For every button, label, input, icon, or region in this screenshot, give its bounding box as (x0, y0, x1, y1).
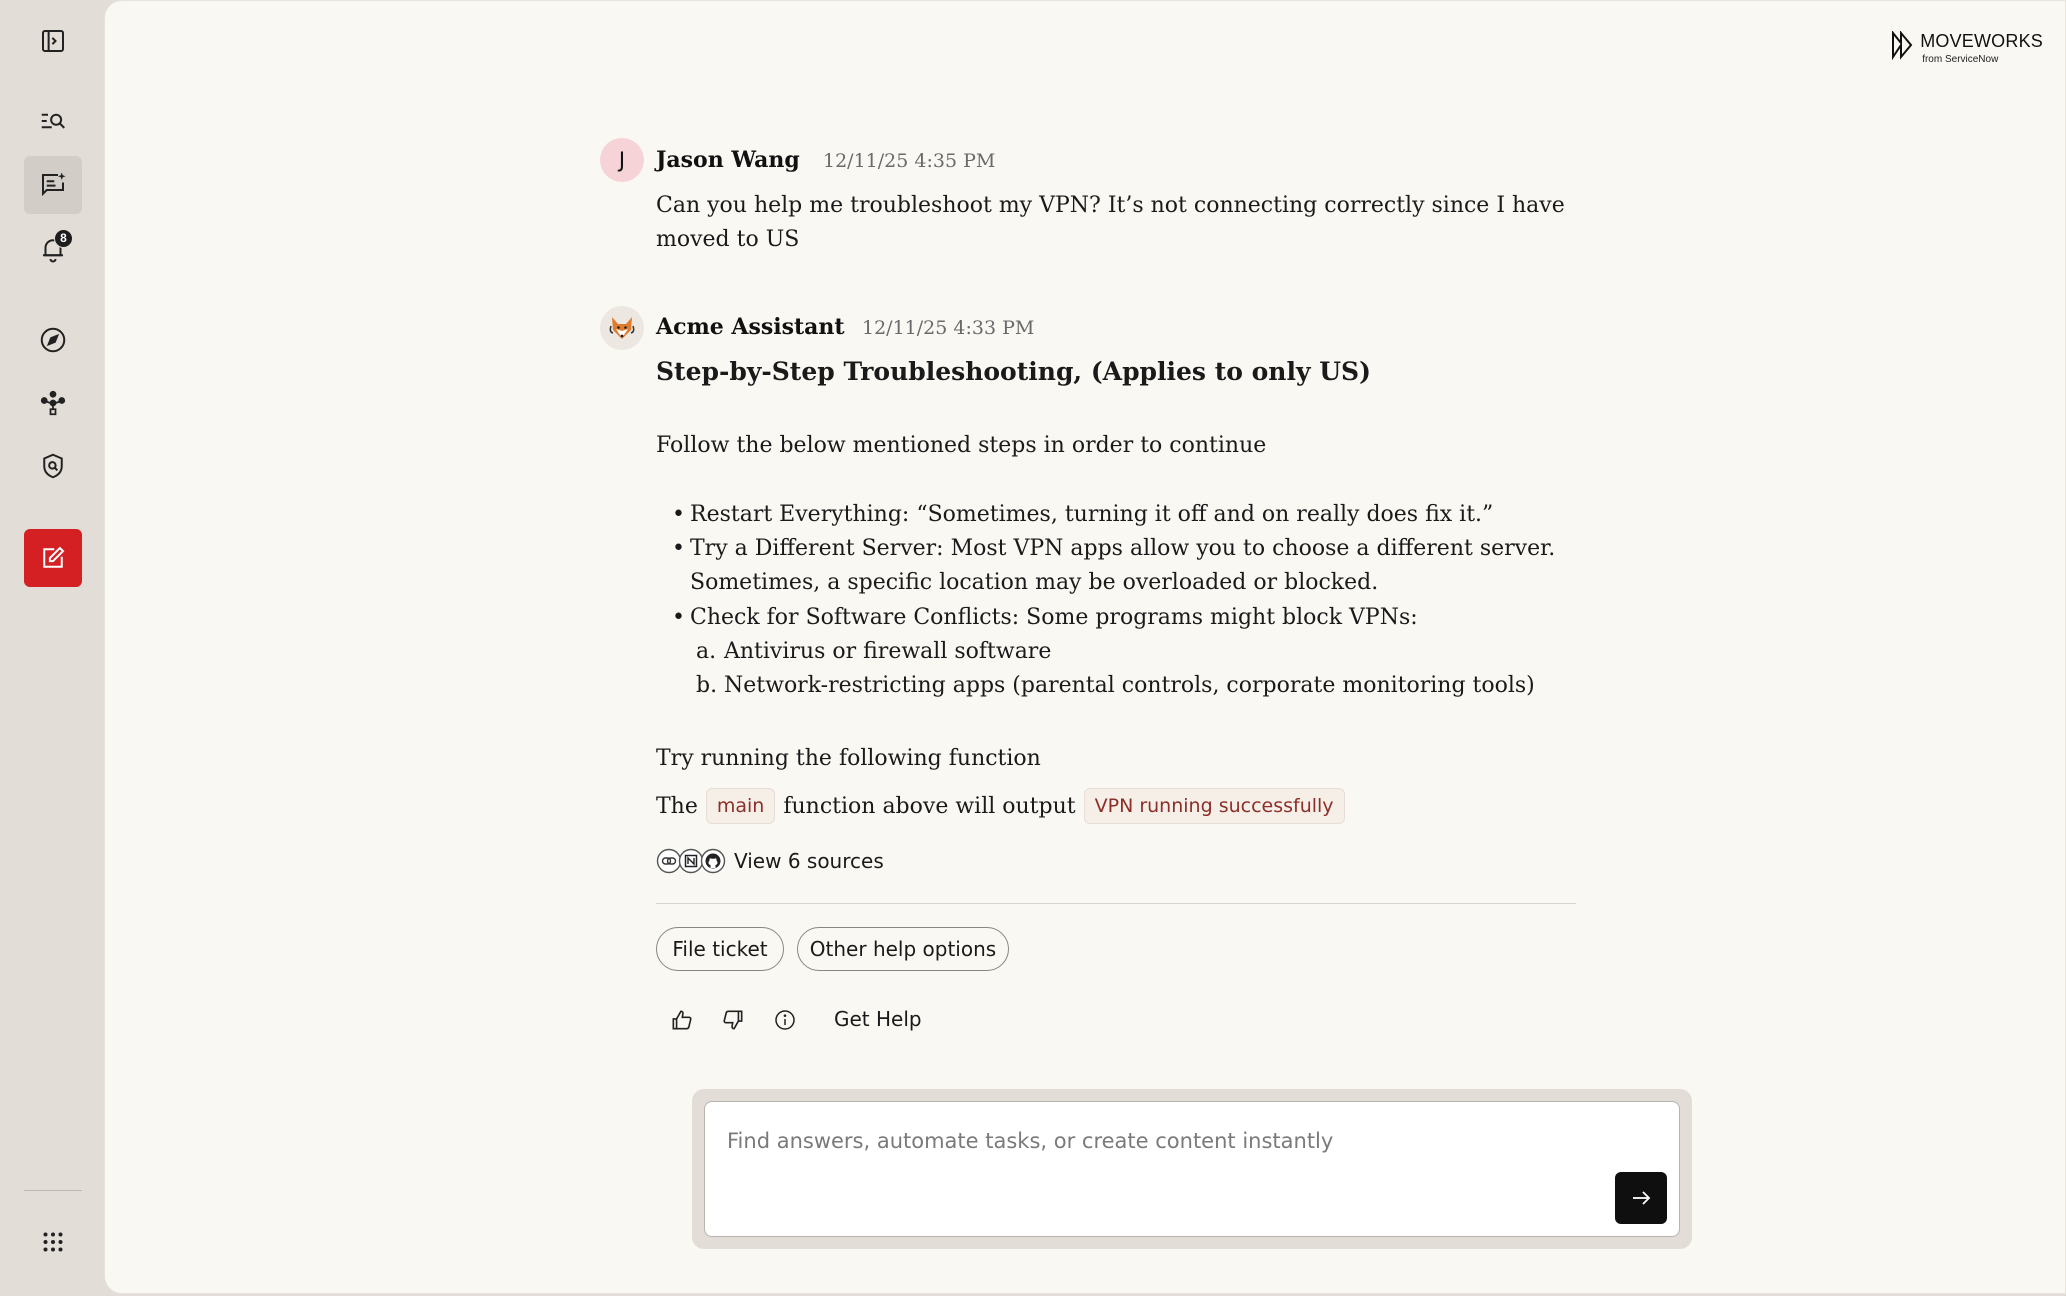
thumbs-down-icon (720, 1007, 746, 1033)
step-change-server-continued: Sometimes, a specific location may be overloaded or blocked. (690, 570, 1379, 595)
info-button[interactable] (770, 1005, 800, 1035)
composer-box (704, 1101, 1680, 1237)
composer-container (692, 1089, 1692, 1249)
inline-code-output: VPN running successfully (1084, 788, 1345, 824)
explore-button[interactable] (24, 311, 82, 369)
sidebar-divider (24, 1190, 82, 1191)
info-icon (773, 1008, 797, 1032)
arrow-right-icon (1629, 1186, 1653, 1210)
assistant-avatar (600, 306, 644, 350)
shield-search-icon (38, 451, 68, 481)
sub-item-network-apps: Network-restricting apps (parental controls, corporate monitoring tools) (724, 673, 1535, 698)
sidebar-toggle-button[interactable] (24, 12, 82, 70)
search-history-button[interactable] (24, 92, 82, 150)
brand-subtitle: from ServiceNow (1922, 54, 1999, 65)
moveworks-logo-icon (1890, 31, 1914, 61)
function-output-line (656, 788, 1345, 824)
output-middle: function above will output (783, 793, 1076, 819)
view-sources-label: View 6 sources (734, 849, 884, 873)
response-intro: Follow the below mentioned steps in order to continue (656, 433, 1267, 458)
view-sources-button[interactable] (656, 848, 884, 874)
thumbs-up-button[interactable] (667, 1005, 697, 1035)
sub-item-antivirus: Antivirus or firewall software (724, 639, 1052, 664)
org-chart-button[interactable] (24, 374, 82, 432)
assistant-message (600, 306, 1700, 886)
bullet-marker: • (672, 605, 685, 630)
user-message-line-2: moved to US (656, 227, 800, 252)
sub-item-marker: b. (696, 673, 718, 698)
ai-chat-button[interactable] (24, 156, 82, 214)
security-button[interactable] (24, 437, 82, 495)
get-help-link[interactable]: Get Help (834, 1007, 922, 1031)
search-list-icon (38, 106, 68, 136)
inline-code-main: main (706, 788, 775, 824)
source-icons (656, 848, 726, 874)
notifications-button[interactable] (24, 220, 82, 278)
thumbs-down-button[interactable] (718, 1005, 748, 1035)
response-heading: Step-by-Step Troubleshooting, (Applies to only US) (656, 357, 1371, 386)
file-ticket-button[interactable]: File ticket (656, 927, 784, 971)
ai-chat-icon (38, 170, 68, 200)
brand-name: MOVEWORKS (1920, 31, 2043, 51)
message-divider (656, 903, 1576, 904)
fox-avatar-icon (606, 312, 638, 344)
thumbs-up-icon (669, 1007, 695, 1033)
brand-logo (1890, 31, 2043, 65)
user-message (600, 138, 1700, 268)
assistant-name: Acme Assistant (656, 314, 845, 340)
assistant-timestamp: 12/11/25 4:33 PM (862, 317, 1035, 339)
compass-icon (38, 325, 68, 355)
user-avatar: J (600, 138, 644, 182)
github-source-icon (700, 848, 726, 874)
main-panel (104, 0, 2066, 1294)
apps-button[interactable] (24, 1213, 82, 1271)
function-intro: Try running the following function (656, 746, 1041, 771)
step-restart: Restart Everything: “Sometimes, turning it off and on really does fix it.” (690, 502, 1494, 527)
bullet-marker: • (672, 502, 685, 527)
sidebar (0, 0, 104, 1296)
step-software-conflicts: Check for Software Conflicts: Some programs might block VPNs: (690, 605, 1418, 630)
user-timestamp: 12/11/25 4:35 PM (823, 150, 996, 172)
sidebar-toggle-icon (38, 26, 68, 56)
bullet-marker: • (672, 536, 685, 561)
message-input[interactable]: Find answers, automate tasks, or create content instantly (727, 1129, 1334, 1153)
step-change-server: Try a Different Server: Most VPN apps allow you to choose a different server. (690, 536, 1556, 561)
org-chart-icon (38, 388, 68, 418)
sub-item-marker: a. (696, 639, 717, 664)
output-prefix: The (656, 793, 698, 819)
other-help-options-button[interactable]: Other help options (797, 927, 1009, 971)
compose-icon (38, 543, 68, 573)
user-name: Jason Wang (656, 147, 800, 173)
notification-count-badge: 8 (54, 229, 73, 248)
new-chat-button[interactable] (24, 529, 82, 587)
apps-grid-icon (38, 1227, 68, 1257)
user-message-line-1: Can you help me troubleshoot my VPN? It’s not connecting correctly since I have (656, 193, 1565, 218)
send-button[interactable] (1615, 1172, 1667, 1224)
